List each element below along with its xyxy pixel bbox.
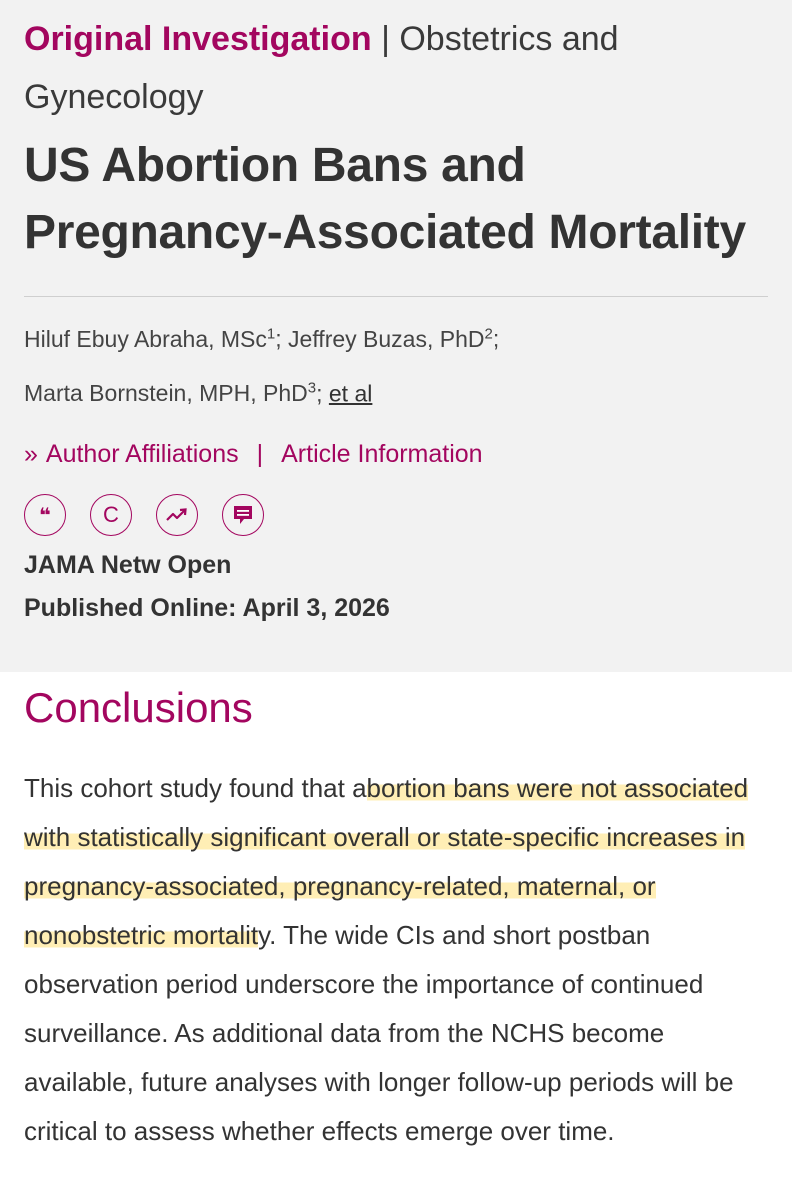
article-type-link[interactable]: Original Investigation — [24, 20, 372, 58]
chevron-right-icon: » — [24, 440, 38, 469]
header-divider — [24, 296, 768, 297]
article-tools — [24, 494, 768, 536]
publication-date: Published Online: April 3, 2026 — [24, 594, 390, 623]
category-separator: | — [381, 20, 390, 58]
author-3[interactable]: Marta Bornstein, MPH, PhD$^3$ — [24, 379, 317, 407]
journal-name: JAMA Netw Open — [24, 551, 232, 580]
article-category — [24, 10, 768, 126]
highlighted-text: bortion bans were not associated with statistically significant overall or state-specific increases in pregnancy-associated, pregnancy-related, maternal, or nonobstetric mortalit — [24, 773, 749, 950]
quote-icon[interactable]: ❝ — [24, 494, 66, 536]
author-affiliations-link[interactable]: Author Affiliations — [45, 440, 239, 469]
article-category-link[interactable]: Obstetrics and Gynecology — [24, 20, 619, 116]
links-separator: | — [256, 440, 264, 469]
author-1[interactable]: Hiluf Ebuy Abraha, MSc$^1$ — [24, 325, 276, 352]
article-links — [24, 434, 768, 474]
comment-icon[interactable] — [222, 494, 264, 536]
et-al-link[interactable]: et al — [328, 380, 373, 407]
author-2[interactable]: Jeffrey Buzas, PhD$^2$ — [288, 325, 493, 352]
copyright-icon[interactable]: C — [90, 494, 132, 536]
conclusions-text: This cohort study found that abortion bans were not associated with statistically significant overall or state-specific increases in pregnancy-associated, pregnancy-related, maternal, or nonobstetric mortality. The wide CIs and short postban observation period underscore the importance of continued surveillance. As additional data from the NCHS become available, future analyses with longer follow-up periods will be critical to assess whether effects emerge over time. — [24, 773, 749, 1146]
article-information-link[interactable]: Article Information — [281, 440, 483, 469]
trend-icon[interactable] — [156, 494, 198, 536]
section-title: Conclusions — [24, 684, 253, 731]
author-list: Hiluf Ebuy Abraha, MSc$^1$; Jeffrey Buzas, PhD$^2$; Marta Bornstein, MPH, PhD$^3$; et al — [24, 325, 500, 407]
article-title: US Abortion Bans and Pregnancy-Associated Mortality — [24, 139, 746, 259]
